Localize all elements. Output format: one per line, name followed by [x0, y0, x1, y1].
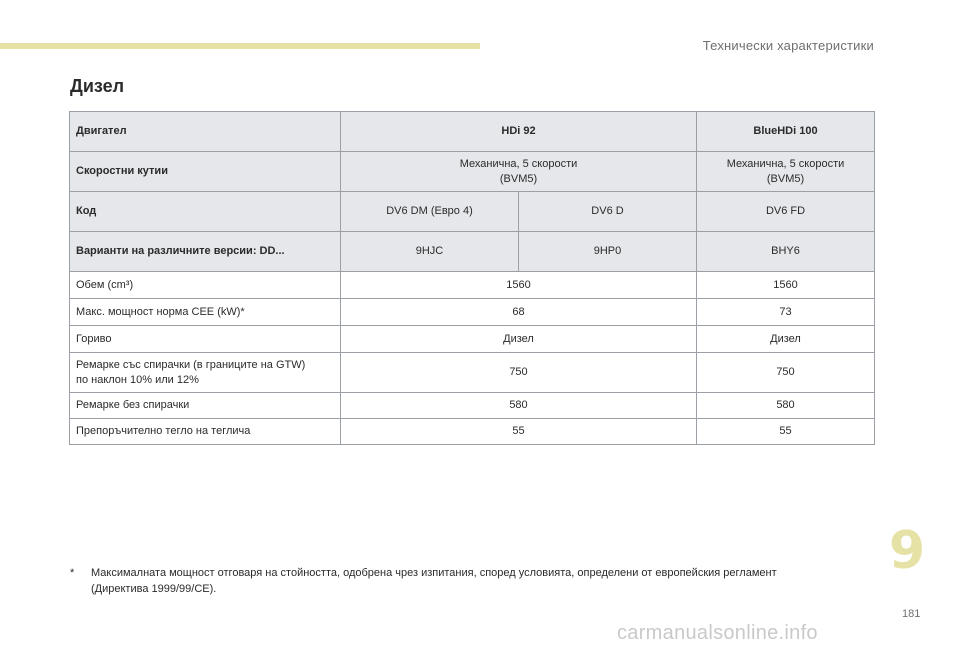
value-hdi: 750 — [341, 353, 697, 393]
row-label: Препоръчително тегло на теглича — [70, 419, 341, 445]
row-label-code: Код — [70, 192, 341, 232]
specifications-table — [69, 111, 875, 445]
row-label-engine: Двигател — [70, 112, 341, 152]
row-label: Обем (cm³) — [70, 272, 341, 299]
footnote-mark: * — [70, 567, 75, 579]
row-label-variants: Варианти на различните версии: DD... — [70, 232, 341, 272]
table-row-gearbox — [70, 152, 875, 192]
value-hdi: Дизел — [341, 326, 697, 353]
table-row-code — [70, 192, 875, 232]
gearbox-bluehdi-line1: Механична, 5 скорости — [726, 157, 845, 170]
code-2: DV6 D — [519, 192, 697, 232]
table-row — [70, 326, 875, 353]
gearbox-hdi — [341, 152, 697, 192]
value-hdi: 1560 — [341, 272, 697, 299]
row-label: Гориво — [70, 326, 341, 353]
chapter-number: 9 — [889, 521, 926, 581]
value-bluehdi: 1560 — [697, 272, 875, 299]
value-bluehdi: 73 — [697, 299, 875, 326]
value-bluehdi: 750 — [697, 353, 875, 393]
gearbox-bluehdi-line2: (BVM5) — [766, 172, 805, 185]
footnote — [70, 565, 871, 597]
footnote-line1: Максималната мощност отговаря на стойността, одобрена чрез изпитания, според условията, определени от европейския регламент — [91, 567, 777, 579]
value-bluehdi: 580 — [697, 393, 875, 419]
value-hdi: 55 — [341, 419, 697, 445]
gearbox-bluehdi — [697, 152, 875, 192]
value-hdi: 580 — [341, 393, 697, 419]
watermark: carmanualsonline.info — [617, 622, 818, 644]
table-row — [70, 272, 875, 299]
variant-2: 9HP0 — [519, 232, 697, 272]
row-label — [70, 353, 341, 393]
code-3: DV6 FD — [697, 192, 875, 232]
code-1: DV6 DM (Евро 4) — [341, 192, 519, 232]
row-label: Ремарке без спирачки — [70, 393, 341, 419]
table-row-variants — [70, 232, 875, 272]
footnote-line2: (Директива 1999/99/CE). — [91, 583, 217, 595]
variant-3: BHY6 — [697, 232, 875, 272]
value-bluehdi: Дизел — [697, 326, 875, 353]
chapter-accent-bar — [0, 43, 480, 49]
page-title: Дизел — [70, 76, 125, 96]
section-header: Технически характеристики — [702, 38, 874, 53]
row-label-line2: по наклон 10% или 12% — [76, 373, 199, 386]
page-number: 181 — [902, 608, 921, 620]
value-bluehdi: 55 — [697, 419, 875, 445]
row-label-gearbox: Скоростни кутии — [70, 152, 341, 192]
table-row — [70, 393, 875, 419]
engine-bluehdi: BlueHDi 100 — [697, 112, 875, 152]
engine-hdi: HDi 92 — [341, 112, 697, 152]
gearbox-hdi-line1: Механична, 5 скорости — [459, 157, 578, 170]
table-row — [70, 299, 875, 326]
footnote-text — [91, 565, 871, 597]
row-label: Макс. мощност норма CEE (kW)* — [70, 299, 341, 326]
row-label-line1: Ремарке със спирачки (в границите на GTW) — [76, 358, 306, 371]
table-row — [70, 419, 875, 445]
variant-1: 9HJC — [341, 232, 519, 272]
value-hdi: 68 — [341, 299, 697, 326]
table-row-engine — [70, 112, 875, 152]
gearbox-hdi-line2: (BVM5) — [499, 172, 538, 185]
table-row — [70, 353, 875, 393]
